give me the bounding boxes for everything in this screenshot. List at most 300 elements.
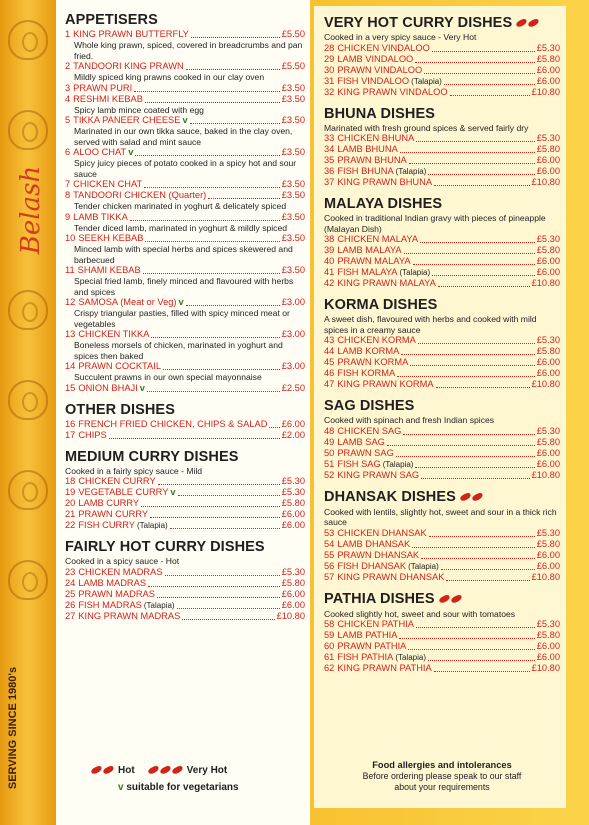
item-name — [324, 43, 430, 54]
item-label: KING PRAWN BUTTERFLY — [73, 29, 189, 39]
item-label: TIKKA PANEER CHEESE — [73, 115, 181, 125]
item-number: 54 — [324, 538, 335, 549]
item-price: £5.30 — [536, 42, 560, 53]
item-price: £3.50 — [281, 211, 305, 222]
menu-section — [324, 297, 560, 390]
item-number: 23 — [65, 566, 76, 577]
item-label: TANDOORI CHICKEN (Quarter) — [73, 190, 207, 200]
menu-item — [324, 459, 560, 470]
section-note: Marinated with fresh ground spices & served fairly dry — [324, 122, 529, 133]
item-label: CHICKEN VINDALOO — [337, 42, 430, 53]
menu-item — [65, 179, 305, 190]
ornament-icon — [8, 20, 48, 60]
item-label: LAMB BHUNA — [337, 144, 398, 154]
menu-item — [65, 430, 305, 441]
menu-item — [324, 346, 560, 357]
ornament-icon — [8, 470, 48, 510]
leader-dots — [147, 391, 280, 392]
item-label: PRAWN PURI — [73, 82, 133, 93]
item-price: £6.00 — [536, 368, 560, 378]
item-price: £6.00 — [281, 599, 305, 610]
item-label: ALOO CHAT — [73, 147, 127, 157]
menu-item — [324, 267, 560, 278]
item-number: 33 — [324, 133, 335, 143]
item-description: Tender diced lamb, marinated in yoghurt & mildly spiced — [74, 222, 288, 233]
item-name — [324, 437, 385, 448]
section-title: BHUNA DISHES — [324, 105, 436, 122]
item-number: 31 — [324, 75, 335, 86]
menu-item — [65, 147, 305, 158]
item-number: 44 — [324, 346, 335, 356]
item-label: CHIPS — [78, 429, 107, 440]
item-price: £5.30 — [536, 527, 560, 538]
item-label: ONION BHAJI — [78, 382, 138, 393]
menu-item — [65, 419, 305, 430]
menu-item — [324, 550, 560, 561]
leader-dots — [428, 174, 534, 175]
section-note: Cooked in a spicy sauce - Hot — [65, 556, 180, 566]
leader-dots — [134, 91, 280, 92]
item-number: 11 — [65, 265, 75, 275]
item-number: 28 — [324, 42, 335, 53]
menu-item — [65, 487, 305, 498]
item-number: 36 — [324, 166, 335, 176]
section-title: MEDIUM CURRY DISHES — [65, 448, 239, 465]
menu-section — [324, 14, 560, 98]
item-label: CHICKEN BHUNA — [337, 133, 415, 143]
menu-item — [324, 43, 560, 54]
item-number: 45 — [324, 357, 335, 367]
item-name — [65, 578, 146, 589]
leader-dots — [434, 671, 530, 672]
allergy-line: Before ordering please speak to our staff — [362, 771, 522, 781]
leader-dots — [432, 275, 535, 276]
item-label: CHICKEN PATHIA — [337, 619, 414, 629]
item-name — [324, 177, 432, 188]
item-name — [324, 550, 419, 561]
item-price: £5.30 — [536, 619, 560, 629]
item-label: PRAWN CURRY — [78, 509, 149, 519]
menu-item — [324, 470, 560, 481]
leader-dots — [450, 95, 530, 96]
item-label: FISH CURRY — [78, 520, 135, 530]
item-label: LAMB SAG — [337, 436, 385, 447]
item-name — [324, 144, 398, 155]
item-number: 42 — [324, 278, 335, 288]
item-number: 16 — [65, 418, 76, 429]
item-number: 59 — [324, 630, 335, 640]
item-price: £5.30 — [281, 487, 305, 497]
item-number: 9 — [65, 211, 71, 222]
item-name — [324, 54, 413, 65]
item-name — [65, 509, 148, 520]
menu-item — [324, 619, 560, 630]
item-label: LAMB KORMA — [337, 346, 400, 356]
leader-dots — [416, 627, 535, 628]
item-name — [65, 297, 184, 308]
leader-dots — [410, 365, 534, 366]
item-name — [65, 567, 163, 578]
item-price: £5.30 — [281, 476, 305, 486]
menu-item — [324, 54, 560, 65]
leader-dots — [135, 155, 279, 156]
section-title: MALAYA DISHES — [324, 196, 443, 212]
item-label: PRAWN COCKTAIL — [78, 361, 161, 371]
item-label: FISH VINDALOO — [337, 75, 410, 86]
leader-dots — [444, 84, 535, 85]
leader-dots — [396, 456, 535, 457]
section-title: KORMA DISHES — [324, 297, 438, 313]
item-label: KING PRAWN DHANSAK — [337, 571, 445, 582]
leader-dots — [208, 198, 279, 199]
item-price: £5.80 — [536, 245, 560, 255]
item-label: KING PRAWN KORMA — [337, 379, 434, 389]
item-label: LAMB DHANSAK — [337, 538, 411, 549]
leader-dots — [416, 141, 534, 142]
item-number: 58 — [324, 619, 335, 629]
item-number: 1 — [65, 29, 71, 39]
item-label: CHICKEN MADRAS — [78, 566, 163, 577]
menu-item — [65, 233, 305, 244]
item-price: £6.00 — [536, 64, 560, 75]
item-name — [65, 600, 175, 611]
item-name — [65, 419, 267, 430]
item-price: £5.30 — [536, 234, 560, 244]
item-name — [324, 267, 430, 278]
item-tag: (Talapia) — [395, 653, 426, 662]
item-tag: (Talapia) — [411, 76, 442, 86]
item-name — [65, 520, 168, 531]
menu-item — [324, 76, 560, 87]
item-price: £6.00 — [281, 588, 305, 599]
leader-dots — [165, 575, 280, 576]
item-name — [324, 166, 426, 177]
leader-dots — [158, 484, 280, 485]
menu-item — [65, 265, 305, 276]
item-description: Marinated in our own tikka sauce, baked in the clay oven, served with salad and mint sauce — [74, 126, 293, 147]
item-name — [324, 368, 395, 379]
item-number: 34 — [324, 144, 335, 154]
item-number: 48 — [324, 425, 335, 436]
item-price: £6.00 — [536, 75, 560, 86]
item-name — [324, 379, 434, 390]
leader-dots — [177, 608, 280, 609]
brand-logo: Belash — [16, 165, 46, 255]
menu-section — [324, 489, 560, 583]
item-label: FISH MADRAS — [78, 599, 142, 610]
item-label: FRENCH FRIED CHICKEN, CHIPS & SALAD — [78, 418, 268, 429]
leader-dots — [418, 343, 535, 344]
veg-symbol: v — [118, 782, 124, 793]
leader-dots — [400, 152, 535, 153]
item-price: £10.80 — [531, 177, 560, 187]
item-label: SEEKH KEBAB — [78, 233, 144, 243]
item-name — [324, 245, 402, 256]
item-number: 15 — [65, 382, 76, 393]
item-name — [65, 190, 206, 201]
menu-item — [65, 297, 305, 308]
item-label: KING PRAWN VINDALOO — [337, 86, 448, 97]
item-name — [324, 459, 413, 470]
item-name — [324, 335, 416, 346]
leader-dots — [151, 337, 279, 338]
item-number: 7 — [65, 179, 71, 189]
menu-item — [324, 448, 560, 459]
item-number: 46 — [324, 368, 335, 378]
menu-item — [324, 166, 560, 177]
item-name — [65, 498, 139, 509]
item-label: KING PRAWN SAG — [337, 469, 420, 480]
item-name — [65, 179, 142, 190]
menu-item — [65, 115, 305, 126]
item-number: 18 — [65, 476, 76, 486]
item-price: £3.00 — [281, 329, 305, 339]
item-price: £6.00 — [536, 155, 560, 165]
item-name — [324, 76, 442, 87]
item-name — [324, 641, 406, 652]
item-price: £5.80 — [536, 436, 560, 447]
menu-item — [324, 87, 560, 98]
item-description: Mildly spiced king prawns cooked in our clay oven — [74, 72, 265, 82]
item-tag: (Talapia) — [143, 600, 175, 610]
left-menu-column — [65, 12, 305, 630]
leader-dots — [434, 185, 530, 186]
veg-symbol: v — [139, 382, 145, 393]
item-number: 62 — [324, 663, 335, 673]
ornament-icon — [8, 110, 48, 150]
spice-legend — [90, 765, 290, 793]
ornament-icon — [8, 380, 48, 420]
item-price: £10.80 — [531, 379, 560, 389]
item-price: £6.00 — [536, 357, 560, 367]
item-name — [65, 212, 128, 223]
item-number: 22 — [65, 520, 76, 530]
item-name — [324, 87, 448, 98]
item-price: £5.30 — [281, 566, 305, 577]
item-label: FISH KORMA — [337, 368, 396, 378]
item-label: CHICKEN KORMA — [337, 335, 416, 345]
item-name — [324, 65, 422, 76]
item-description: Spicy lamb mince coated with egg — [74, 104, 204, 115]
section-note: Cooked with spinach and fresh Indian spices — [324, 415, 495, 425]
right-menu-column — [324, 14, 560, 682]
item-number: 19 — [65, 487, 76, 497]
item-label: PRAWN DHANSAK — [337, 549, 420, 560]
item-price: £3.50 — [281, 233, 305, 243]
menu-item — [65, 61, 305, 72]
menu-section — [324, 196, 560, 289]
item-label: TANDOORI KING PRAWN — [73, 61, 184, 71]
menu-item — [324, 368, 560, 379]
menu-item — [65, 190, 305, 201]
item-label: LAMB MADRAS — [78, 577, 147, 588]
item-label: LAMB VINDALOO — [337, 53, 414, 64]
serving-since-text: SERVING SINCE 1980's — [7, 666, 19, 790]
item-price: £5.80 — [536, 53, 560, 64]
item-name — [324, 448, 394, 459]
item-label: KING PRAWN MALAYA — [337, 278, 436, 288]
menu-item — [65, 567, 305, 578]
item-price: £5.30 — [536, 335, 560, 345]
item-price: £5.80 — [281, 577, 305, 588]
item-label: KING PRAWN PATHIA — [337, 663, 432, 673]
leader-dots — [415, 467, 534, 468]
leader-dots — [413, 264, 535, 265]
item-number: 53 — [324, 527, 335, 538]
menu-item — [65, 83, 305, 94]
item-label: RESHMI KEBAB — [73, 93, 143, 104]
item-name — [65, 329, 149, 340]
leader-dots — [182, 619, 274, 620]
item-number: 56 — [324, 560, 335, 571]
menu-item — [65, 329, 305, 340]
leader-dots — [424, 73, 535, 74]
item-price: £6.00 — [536, 549, 560, 560]
veg-symbol: v — [178, 297, 184, 307]
item-name — [65, 589, 155, 600]
leader-dots — [178, 495, 280, 496]
item-price: £6.00 — [536, 447, 560, 458]
menu-item — [324, 663, 560, 674]
leader-dots — [420, 242, 535, 243]
menu-section — [65, 539, 305, 622]
menu-item — [65, 498, 305, 509]
item-label: PRAWN SAG — [337, 447, 394, 458]
leader-dots — [157, 597, 280, 598]
item-price: £6.00 — [281, 418, 305, 429]
leader-dots — [186, 69, 280, 70]
item-name — [324, 528, 427, 539]
item-number: 21 — [65, 509, 76, 519]
leader-dots — [190, 123, 280, 124]
item-label: FISH PATHIA — [337, 652, 394, 662]
menu-item — [324, 65, 560, 76]
item-name — [65, 487, 176, 498]
allergy-title: Food allergies and intolerances — [372, 760, 512, 770]
allergy-line: about your requirements — [394, 782, 490, 792]
menu-item — [324, 437, 560, 448]
item-number: 37 — [324, 177, 335, 187]
menu-item — [324, 155, 560, 166]
section-note: A sweet dish, flavoured with herbs and cooked with mild spices in a creamy sauce — [324, 314, 537, 335]
item-price: £6.00 — [281, 520, 305, 530]
item-label: FISH MALAYA — [337, 267, 398, 277]
item-price: £10.80 — [531, 278, 560, 288]
item-description: Succulent prawns in our own special mayonnaise — [74, 372, 262, 382]
item-label: LAMB CURRY — [78, 498, 140, 508]
item-description: Minced lamb with special herbs and spices skewered and barbecued — [74, 244, 293, 265]
item-number: 2 — [65, 61, 71, 71]
item-number: 25 — [65, 588, 76, 599]
item-label: CHICKEN CURRY — [78, 476, 156, 486]
item-number: 60 — [324, 641, 335, 651]
leader-dots — [432, 51, 535, 52]
item-name — [324, 619, 414, 630]
item-price: £10.80 — [276, 610, 305, 621]
menu-item — [324, 278, 560, 289]
leader-dots — [409, 163, 535, 164]
item-name — [65, 83, 132, 94]
item-number: 27 — [65, 610, 76, 621]
menu-item — [65, 600, 305, 611]
item-number: 32 — [324, 86, 335, 97]
item-description: Special fried lamb, finely minced and flavoured with herbs and spices — [74, 276, 294, 297]
item-description: Crispy triangular pasties, filled with spicy minced meat or vegetables — [74, 308, 290, 329]
section-title: OTHER DISHES — [65, 401, 175, 418]
leader-dots — [401, 354, 534, 355]
leader-dots — [412, 547, 535, 548]
item-name — [324, 663, 432, 674]
ornament-icon — [8, 290, 48, 330]
item-price: £3.50 — [281, 93, 305, 104]
item-price: £5.80 — [536, 144, 560, 154]
menu-item — [324, 245, 560, 256]
leader-dots — [387, 445, 535, 446]
menu-item — [324, 652, 560, 663]
leader-dots — [269, 427, 279, 428]
item-price: £5.80 — [536, 630, 560, 640]
item-price: £2.00 — [281, 429, 305, 440]
item-number: 55 — [324, 549, 335, 560]
menu-item — [324, 641, 560, 652]
menu-item — [324, 357, 560, 368]
item-description: Spicy juicy pieces of potato cooked in a spicy hot and sour sauce — [74, 158, 297, 179]
item-name — [65, 265, 141, 276]
item-label: PRAWN VINDALOO — [337, 64, 423, 75]
item-label: PRAWN KORMA — [337, 357, 409, 367]
item-price: £3.00 — [281, 361, 305, 371]
menu-item — [324, 539, 560, 550]
leader-dots — [441, 569, 535, 570]
chili-icon — [459, 489, 483, 507]
leader-dots — [191, 37, 280, 38]
item-price: £6.00 — [536, 166, 560, 176]
allergy-notice — [324, 760, 560, 793]
section-note: Cooked in traditional Indian gravy with pieces of pineapple (Malayan Dish) — [324, 213, 546, 234]
menu-item — [65, 611, 305, 622]
leader-dots — [438, 286, 530, 287]
item-price: £6.00 — [536, 560, 560, 571]
leader-dots — [436, 387, 530, 388]
item-number: 52 — [324, 469, 335, 480]
item-number: 4 — [65, 93, 71, 104]
item-name — [65, 29, 189, 40]
item-name — [324, 539, 410, 550]
item-label: PRAWN MALAYA — [337, 256, 411, 266]
item-number: 3 — [65, 82, 71, 93]
menu-item — [324, 133, 560, 144]
item-price: £3.50 — [281, 147, 305, 157]
section-title: SAG DISHES — [324, 398, 415, 414]
menu-item — [65, 383, 305, 394]
leader-dots — [130, 220, 280, 221]
leader-dots — [145, 241, 279, 242]
section-title: FAIRLY HOT CURRY DISHES — [65, 539, 265, 555]
ornamental-border — [0, 0, 56, 825]
item-name — [324, 256, 411, 267]
legend-very-hot: Very Hot — [186, 765, 228, 776]
item-price: £5.50 — [281, 61, 305, 71]
leader-dots — [404, 253, 535, 254]
item-price: £5.80 — [536, 538, 560, 549]
leader-dots — [109, 438, 280, 439]
item-number: 29 — [324, 53, 335, 64]
section-note: Cooked in a very spicy sauce - Very Hot — [324, 32, 477, 42]
veg-symbol: v — [182, 115, 188, 125]
item-number: 12 — [65, 297, 76, 307]
item-price: £5.80 — [536, 346, 560, 356]
item-name — [324, 561, 439, 572]
